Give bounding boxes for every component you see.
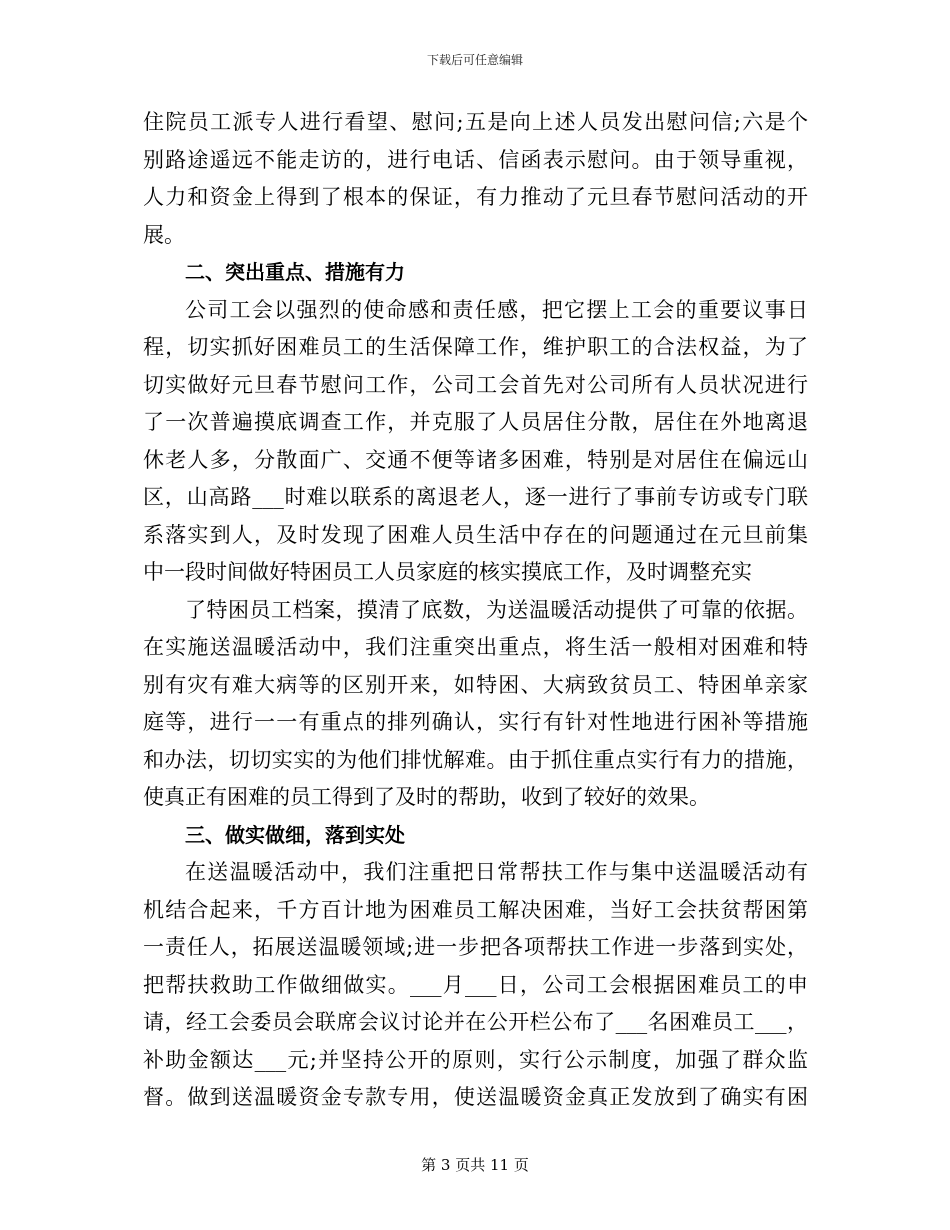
text-line: 程，切实抓好困难员工的生活保障工作，维护职工的合法权益，为了 (143, 335, 808, 359)
text-line: 庭等，进行一一有重点的排列确认，实行有针对性地进行困补等措施 (143, 710, 808, 734)
section-heading: 三、做实做细，落到实处 (185, 822, 405, 847)
text-line: 公司工会以强烈的使命感和责任感，把它摆上工会的重要议事日 (185, 297, 808, 322)
text-line: 使真正有困难的员工得到了及时的帮助，收到了较好的效果。 (143, 785, 710, 809)
text-line: 了特困员工档案，摸清了底数，为送温暖活动提供了可靠的依据。 (185, 597, 808, 622)
document-body (143, 104, 808, 1117)
text-line: 和办法，切切实实的为他们排忧解难。由于抓住重点实行有力的措施， (143, 747, 808, 772)
text-line: 人力和资金上得到了根本的保证，有力推动了元旦春节慰问活动的开 (143, 185, 808, 209)
text-line: 督。做到送温暖资金专款专用，使送温暖资金真正发放到了确实有困 (143, 1085, 808, 1109)
text-line: 别路途遥远不能走访的，进行电话、信函表示慰问。由于领导重视， (143, 147, 808, 172)
text-line: 在送温暖活动中，我们注重把日常帮扶工作与集中送温暖活动有 (185, 860, 808, 884)
text-line: 了一次普遍摸底调查工作，并克服了人员居住分散，居住在外地离退 (143, 410, 808, 434)
text-line: 展。 (143, 222, 185, 247)
text-line: 机结合起来，千方百计地为困难员工解决困难，当好工会扶贫帮困第 (143, 897, 808, 922)
text-line: 在实施送温暖活动中，我们注重突出重点，将生活一般相对困难和特 (143, 635, 808, 659)
text-line: 切实做好元旦春节慰问工作，公司工会首先对公司所有人员状况进行 (143, 372, 808, 397)
page-header: 下载后可任意编辑 (426, 53, 523, 67)
text-line: 一责任人，拓展送温暖领域;进一步把各项帮扶工作进一步落到实处， (143, 935, 808, 959)
text-line: 中一段时间做好特困员工人员家庭的核实摸底工作，及时调整充实 (143, 560, 752, 584)
text-line: 系落实到人，及时发现了困难人员生活中存在的问题通过在元旦前集 (143, 522, 808, 547)
text-line: 住院员工派专人进行看望、慰问;五是向上述人员发出慰问信;六是个 (143, 110, 808, 134)
text-line: 区，山高路___时难以联系的离退老人，逐一进行了事前专访或专门联 (143, 485, 808, 509)
text-line: 把帮扶救助工作做细做实。___月___日，公司工会根据困难员工的申 (143, 972, 808, 997)
text-line: 请，经工会委员会联席会议讨论并在公开栏公布了___名困难员工___， (143, 1010, 808, 1034)
text-line: 别有灾有难大病等的区别开来，如特困、大病致贫员工、特困单亲家 (143, 672, 808, 697)
section-heading: 二、突出重点、措施有力 (185, 260, 405, 284)
text-line: 休老人多，分散面广、交通不便等诸多困难，特别是对居住在偏远山 (143, 447, 808, 472)
text-line: 补助金额达___元;并坚持公开的原则，实行公示制度，加强了群众监 (143, 1047, 808, 1072)
page-number-footer: 第 3 页共 11 页 (421, 1156, 529, 1174)
